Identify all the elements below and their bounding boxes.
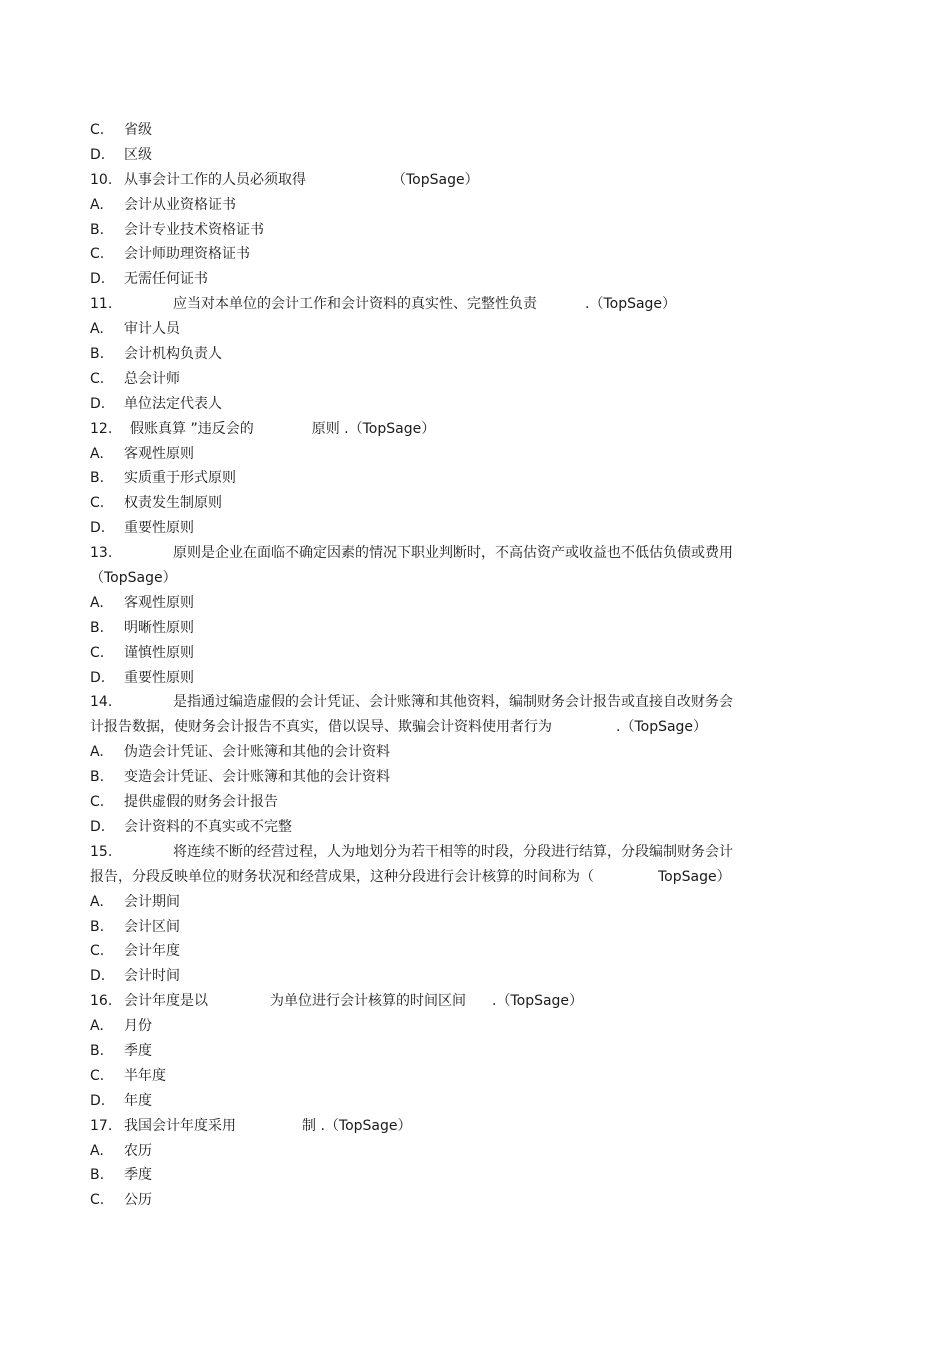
option-a: A. 客观性原则 xyxy=(90,594,194,611)
option-c: C. 谨慎性原则 xyxy=(90,644,194,661)
question-10: 10. 从事会计工作的人员必须取得 （TopSage） xyxy=(90,171,479,188)
option-b: B. 季度 xyxy=(90,1042,152,1059)
option-a: A. 会计期间 xyxy=(90,893,180,910)
question-14-continued: 计报告数据，使财务会计报告不真实，借以误导、欺骗会计资料使用者行为 .（TopSage） xyxy=(90,719,708,736)
question-12: 12. 假账真算 ”违反会的 原则 .（TopSage） xyxy=(90,420,436,437)
option-c: C. 提供虚假的财务会计报告 xyxy=(90,794,278,811)
option-b: B. 变造会计凭证、会计账簿和其他的会计资料 xyxy=(90,769,390,786)
option-d: D. 会计时间 xyxy=(90,968,180,985)
option-b: B. 会计区间 xyxy=(90,918,180,935)
question-15: 15. 将连续不断的经营过程，人为地划分为若干相等的时段，分段进行结算，分段编制财务会计 xyxy=(90,843,733,860)
option-a: A. 月份 xyxy=(90,1018,152,1035)
option-b: B. 实质重于形式原则 xyxy=(90,470,236,487)
option-b: B. 会计机构负责人 xyxy=(90,346,222,363)
option-a: A. 会计从业资格证书 xyxy=(90,196,236,213)
option-d: D. 重要性原则 xyxy=(90,520,194,537)
option-c: C. 公历 xyxy=(90,1192,152,1209)
question-15-continued: 报告，分段反映单位的财务状况和经营成果，这种分段进行会计核算的时间称为（ TopSage） xyxy=(90,868,731,885)
option-a: A. 伪造会计凭证、会计账簿和其他的会计资料 xyxy=(90,744,390,761)
document-body xyxy=(90,118,780,1213)
option-d: D. 无需任何证书 xyxy=(90,271,208,288)
option-b: B. 季度 xyxy=(90,1167,152,1184)
option-d: D. 年度 xyxy=(90,1092,152,1109)
option-a: A. 审计人员 xyxy=(90,321,180,338)
option-c: C. 总会计师 xyxy=(90,370,180,387)
option-c: C. 省级 xyxy=(90,122,152,138)
option-c: C. 会计师助理资格证书 xyxy=(90,246,250,263)
option-c: C. 半年度 xyxy=(90,1067,166,1084)
option-d: D. 单位法定代表人 xyxy=(90,395,222,412)
question-17: 17. 我国会计年度采用 制 .（TopSage） xyxy=(90,1117,412,1134)
option-a: A. 客观性原则 xyxy=(90,445,194,462)
question-13: 13. 原则是企业在面临不确定因素的情况下职业判断时，不高估资产或收益也不低估负债或费用 xyxy=(90,545,733,562)
question-14: 14. 是指通过编造虚假的会计凭证、会计账簿和其他资料，编制财务会计报告或直接自改财务会 xyxy=(90,694,733,711)
question-11: 11. 应当对本单位的会计工作和会计资料的真实性、完整性负责 .（TopSage） xyxy=(90,296,677,313)
option-d: D. 重要性原则 xyxy=(90,669,194,686)
option-b: B. 会计专业技术资格证书 xyxy=(90,221,264,238)
option-b: B. 明晰性原则 xyxy=(90,619,194,636)
option-c: C. 会计年度 xyxy=(90,943,180,960)
option-d: D. 区级 xyxy=(90,146,152,163)
option-a: A. 农历 xyxy=(90,1142,152,1159)
question-16: 16. 会计年度是以 为单位进行会计核算的时间区间 .（TopSage） xyxy=(90,993,584,1010)
option-d: D. 会计资料的不真实或不完整 xyxy=(90,818,292,835)
option-c: C. 权责发生制原则 xyxy=(90,495,222,512)
question-13-continued: （TopSage） xyxy=(90,570,177,587)
